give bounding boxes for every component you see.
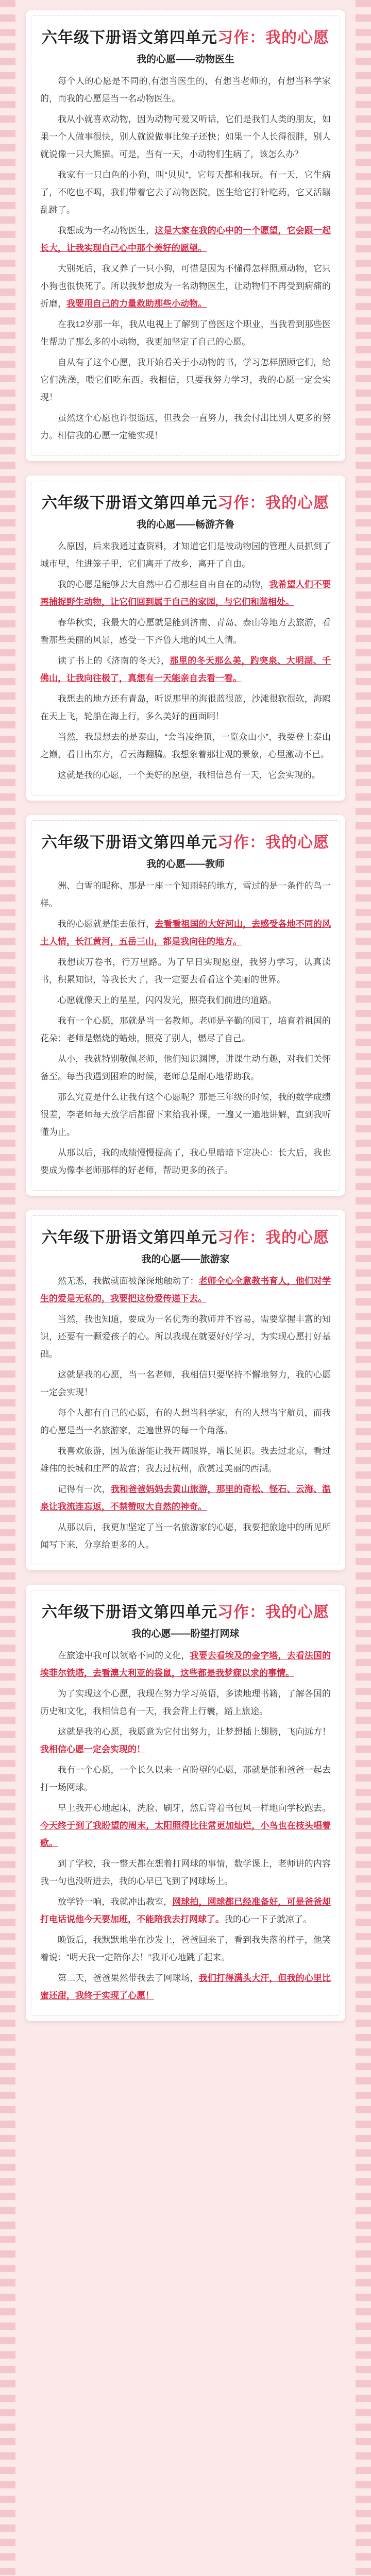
- essay-title-grade: 六年级下册语文第四单元: [42, 1229, 217, 1247]
- paragraph-text: 我想成为一名动物医生，: [58, 226, 155, 235]
- essay-paragraph: [40, 1311, 331, 1363]
- essay-card: [26, 1210, 345, 1570]
- paragraph-text: 这就是我的心愿，当一名老师，我相信只要坚持不懈地努力，我的心愿一定会实现！: [40, 1370, 331, 1397]
- left-decorative-stripe: [0, 0, 15, 2576]
- paragraph-text: 第二天，爸爸果然带我去了网球场，: [58, 1973, 199, 1983]
- essay-paragraph: [40, 316, 331, 351]
- essay-paragraph: [40, 1144, 331, 1179]
- paragraph-text: 从小，我就特别敬佩老师，他们知识渊博，讲课生动有趣，对我们关怀备至。每当我遇到困难的时候，老师总是耐心地帮助我。: [40, 1054, 331, 1081]
- highlighted-sentence: 今天终于到了我盼望的周末，太阳照得比往常更加灿烂，小鸟也在枝头唱着歌。: [40, 1821, 331, 1848]
- paragraph-text: 我的心愿是能够去大自然中看看那些自由自在的动物，: [58, 580, 269, 589]
- essay-subtitle: 我的心愿——动物医生: [136, 54, 234, 65]
- essay-paragraph: [40, 1723, 331, 1758]
- essay-paragraph: [40, 1519, 331, 1554]
- paragraph-text: 读了书上的《济南的冬天》，: [58, 656, 170, 666]
- essay-title-topic: 习作：我的心愿: [217, 29, 329, 47]
- essay-paragraph: [40, 1273, 331, 1308]
- essay-paragraph: [40, 73, 331, 108]
- paragraph-text: 当然，我最想去的是泰山，“会当凌绝顶，一览众山小”，我要登上泰山之巅，看日出东方，看云海翻腾。我想象着那壮观的景象，心里激动不已。: [40, 732, 331, 759]
- paragraph-text: 我家有一只白色的小狗，叫“贝贝”，它每天都和我玩。有一天，它生病了，不吃也不喝，我们带着它去了动物医院，医生给它打针吃药，它又活蹦乱跳了。: [40, 170, 331, 215]
- essay-paragraph: [40, 222, 331, 257]
- essay-paragraph: [40, 877, 331, 912]
- essay-title-grade: 六年级下册语文第四单元: [42, 1603, 217, 1621]
- essay-paragraph: [40, 1647, 331, 1682]
- essay-paragraph: [40, 576, 331, 611]
- essay-card: [26, 815, 345, 1196]
- highlighted-sentence: 我和爸爸妈妈去黄山旅游，那里的奇松、怪石、云海、温泉让我流连忘返，不禁赞叹大自然的神奇。: [40, 1484, 331, 1512]
- essay-subtitle: 我的心愿——教师: [146, 859, 225, 870]
- essay-paragraph: [40, 728, 331, 764]
- paragraph-text: 我喜欢旅游，因为旅游能让我开阔眼界，增长见识。我去过北京，看过雄伟的长城和庄严的故宫；我去过杭州，欣赏过美丽的西湖。: [40, 1446, 331, 1473]
- essay-paragraph: [40, 111, 331, 163]
- paragraph-text: 么原因，后来我通过查资料，才知道它们是被动物园的管理人员抓到了城市里，住进笼子里，它们离开了故乡，离开了自由。: [40, 541, 331, 569]
- paragraph-text: 记得有一次，: [58, 1484, 111, 1494]
- paragraph-text: 我想读万卷书，行万里路。为了早日实现愿望，我努力学习，认真读书，积累知识，等我长大了，我一定要去看看这个美丽的世界。: [40, 957, 331, 985]
- essay-paragraph: [40, 916, 331, 951]
- paragraph-text: 在旅途中我可以领略不同的文化，: [58, 1651, 190, 1660]
- paragraph-text: 自从有了这个心愿，我开始看关于小动物的书，学习怎样照顾它们，给它们洗澡，喂它们吃东西。我相信，只要我努力学习，我的心愿一定会实现！: [40, 358, 331, 402]
- essay-paragraph: [40, 1443, 331, 1478]
- essay-title: [40, 1599, 331, 1622]
- essay-title-grade: 六年级下册语文第四单元: [42, 29, 217, 47]
- essay-paragraph: [40, 652, 331, 687]
- essay-paragraph: [40, 1366, 331, 1401]
- essay-paragraph: [40, 767, 331, 784]
- paragraph-text: 我的心愿就是能去旅行，: [58, 919, 155, 929]
- paragraph-text: 每个人都有自己的心愿，有的人想当科学家，有的人想当宇航员，而我的心愿是当一名旅游家，走遍世界的每一个角落。: [40, 1408, 331, 1435]
- essay-subtitle: 我的心愿——旅游家: [141, 1254, 230, 1265]
- highlighted-sentence: 去看看祖国的大好河山，去感受各地不同的风土人情，长江黄河，五岳三山，都是我向往的地方。: [40, 919, 331, 946]
- highlighted-sentence: 那里的冬天那么美，趵突泉、大明湖、千佛山，让我向往极了，真想有一天能亲自去看一看。: [40, 656, 331, 683]
- essay-title: [40, 25, 331, 47]
- essay-subtitle: 我的心愿——畅游齐鲁: [136, 519, 234, 530]
- essay-paragraph: [40, 538, 331, 573]
- essay-paragraph: [40, 410, 331, 445]
- essay-paragraph: [40, 1970, 331, 2005]
- essay-paragraph: [40, 354, 331, 406]
- highlighted-sentence: 我相信心愿一定会实现的！: [40, 1744, 145, 1754]
- essay-paragraph: [40, 1893, 331, 1928]
- essay-paragraph: [40, 954, 331, 989]
- paragraph-text: 我有一个心愿，那就是当一名教师。老师是辛勤的园丁，培育着祖国的花朵；老师是燃烧的蜡烛，照亮了别人，燃尽了自己。: [40, 1016, 331, 1043]
- paragraph-text: 到了学校，我一整天都在想着打网球的事情，数学课上，老师讲的内容我一句也没听进去，我的心早已飞到了网球场上。: [40, 1859, 331, 1886]
- essay-list: [26, 10, 345, 2036]
- paragraph-text: 当然，我也知道，要成为一名优秀的教师并不容易，需要掌握丰富的知识，还要有一颗爱孩子的心。所以我现在就要好好学习，为实现心愿打好基础。: [40, 1314, 331, 1359]
- paragraph-text: 心愿就像天上的星星，闪闪发光，照亮我们前进的道路。: [58, 995, 277, 1005]
- highlighted-sentence: 网球拍，网球都已经准备好，可是爸爸却打电话说他今天要加班，不能陪我去打网球了。: [40, 1897, 331, 1924]
- essay-title-topic: 习作：我的心愿: [217, 1603, 329, 1621]
- essay-paragraph: [40, 166, 331, 219]
- paragraph-text: 然无悉，我做就面被深深地触动了：: [58, 1276, 199, 1286]
- essay-card: [26, 476, 345, 801]
- highlighted-sentence: 我希望人们不要再捕捉野生动物，让它们回到属于自己的家园，与它们和谐相处。: [40, 580, 331, 607]
- highlighted-sentence: 我要用自己的力量救助那些小动物。: [66, 299, 207, 309]
- essay-card: [26, 10, 345, 461]
- paragraph-text: 晚饭后，我默默地坐在沙发上，爸爸回来了，看到我失落的样子，他笑着说：“明天我一定陪你去！”我开心地跳了起来。: [40, 1935, 331, 1962]
- essay-paragraph: [40, 1800, 331, 1852]
- paragraph-text: 这就是我的心愿，我愿意为它付出努力，让梦想插上翅膀，飞向远方！: [58, 1727, 331, 1737]
- paragraph-text: 我想去的地方还有青岛，听说那里的海很蓝很蓝，沙滩很软很软，海鸥在天上飞，轮船在海上行，多么美好的画面啊！: [40, 694, 331, 721]
- essay-paragraph: [40, 1761, 331, 1797]
- paragraph-text: 洲、白雪的昵称、那是一座一个知雨轻的地方，雪过的是一条件的鸟一样。: [40, 881, 331, 908]
- paragraph-text: 从那以后，我的成绩慢慢提高了，我心里暗暗下定决心：长大后，我也要成为像李老师那样的好老师，帮助更多的孩子。: [40, 1148, 331, 1175]
- highlighted-sentence: 我要去看埃及的金字塔，去看法国的埃菲尔铁塔，去看澳大利亚的袋鼠，这些都是我梦寐以求的事情。: [40, 1651, 331, 1678]
- paragraph-text: 每个人的心愿是不同的,有想当医生的，有想当老师的，有想当科学家的，而我的心愿是当一名动物医生。: [40, 76, 331, 104]
- essay-paragraph: [40, 260, 331, 313]
- paragraph-text: 这就是我的心愿，一个美好的愿望，我相信总有一天，它会实现的。: [58, 770, 321, 780]
- paragraph-text: 春华秋实，我最大的心愿就是能到济南、青岛、泰山等地方去旅游，看看那些美丽的风景，感受一下齐鲁大地的风土人情。: [40, 618, 331, 645]
- highlighted-sentence: 老师全心全意教书育人，他们对学生的爱是无私的，我要把这份爱传递下去。: [40, 1276, 331, 1303]
- paragraph-text: 我有一个心愿，一个长久以来一直盼望的心愿，那就是能和爸爸一起去打一场网球。: [40, 1765, 331, 1792]
- essay-title: [40, 829, 331, 852]
- essay-paragraph: [40, 690, 331, 725]
- paragraph-text: 那么究竟是什么让我有这个心愿呢？那是三年级的时候，我的数学成绩很差，李老师每天放学后都留下来给我补课，一遍又一遍地讲解，直到我听懂为止。: [40, 1092, 331, 1137]
- essay-title-topic: 习作：我的心愿: [217, 1229, 329, 1247]
- highlighted-sentence: 我们打得满头大汗，但我的心里比蜜还甜，我终于实现了心愿！: [40, 1973, 331, 2001]
- essay-title-grade: 六年级下册语文第四单元: [42, 834, 217, 852]
- essay-paragraph: [40, 1404, 331, 1439]
- essay-paragraph: [40, 1481, 331, 1516]
- essay-paragraph: [40, 1685, 331, 1720]
- paragraph-text: 虽然这个心愿也许很遥远，但我会一直努力，我会付出比别人更多的努力。相信我的心愿一定能实现！: [40, 413, 331, 440]
- essay-paragraph: [40, 1050, 331, 1086]
- highlighted-sentence: 这是大家在我的心中的一个愿望，它会跟一起长大，让我实现自己心中那个美好的愿望。: [40, 226, 331, 253]
- paragraph-text: 为了实现这个心愿，我现在努力学习英语，多读地理书籍，了解各国的历史和文化，我相信总有一天，我会背上行囊，踏上旅途。: [40, 1689, 331, 1716]
- essay-title-topic: 习作：我的心愿: [217, 494, 329, 512]
- paragraph-text: 放学铃一响，我就冲出教室，: [58, 1897, 173, 1907]
- essay-paragraph: [40, 1089, 331, 1141]
- right-decorative-stripe: [356, 0, 371, 2576]
- essay-paragraph: [40, 1855, 331, 1890]
- essay-paragraph: [40, 1012, 331, 1047]
- essay-paragraph: [40, 992, 331, 1009]
- essay-title: [40, 1225, 331, 1247]
- essay-subtitle: 我的心愿——盼望打网球: [131, 1629, 240, 1639]
- essay-paragraph: [40, 614, 331, 649]
- paragraph-text: 从那以后，我更加坚定了当一名旅游家的心愿，我要把旅途中的所见所闻写下来，分享给更多的人。: [40, 1522, 331, 1550]
- essay-paragraph: [40, 1931, 331, 1967]
- essay-card: [26, 1585, 345, 2021]
- paragraph-text: 在我12岁那一年，我从电视上了解到了兽医这个职业，当我看到那些医生帮助了那么多的小动物，我更加坚定了自己的心愿。: [40, 319, 331, 347]
- essay-title-topic: 习作：我的心愿: [217, 834, 329, 852]
- essay-title: [40, 490, 331, 513]
- paragraph-text: 我从小就喜欢动物，因为动物可爱又听话，它们是我们人类的朋友，如果一个人做事很快，别人就说做事比兔子还快；如果一个人长得很胖，别人就说像一只大熊猫。可是，当有一天，小动物们生病了，该怎么办？: [40, 114, 331, 159]
- essay-title-grade: 六年级下册语文第四单元: [42, 494, 217, 512]
- paragraph-text: 早上我开心地起床，洗脸、刷牙，然后背着书包风一样地向学校跑去。: [58, 1803, 331, 1813]
- paragraph-text: 我的心一下子就凉了。: [224, 1914, 312, 1924]
- paragraph-text: 大别死后，我又养了一只小狗，可惜是因为不懂得怎样照顾动物，它只小狗也很快死了。所以我梦想成为一名动物医生，让动物们不再受到病痛的折磨，: [40, 264, 331, 309]
